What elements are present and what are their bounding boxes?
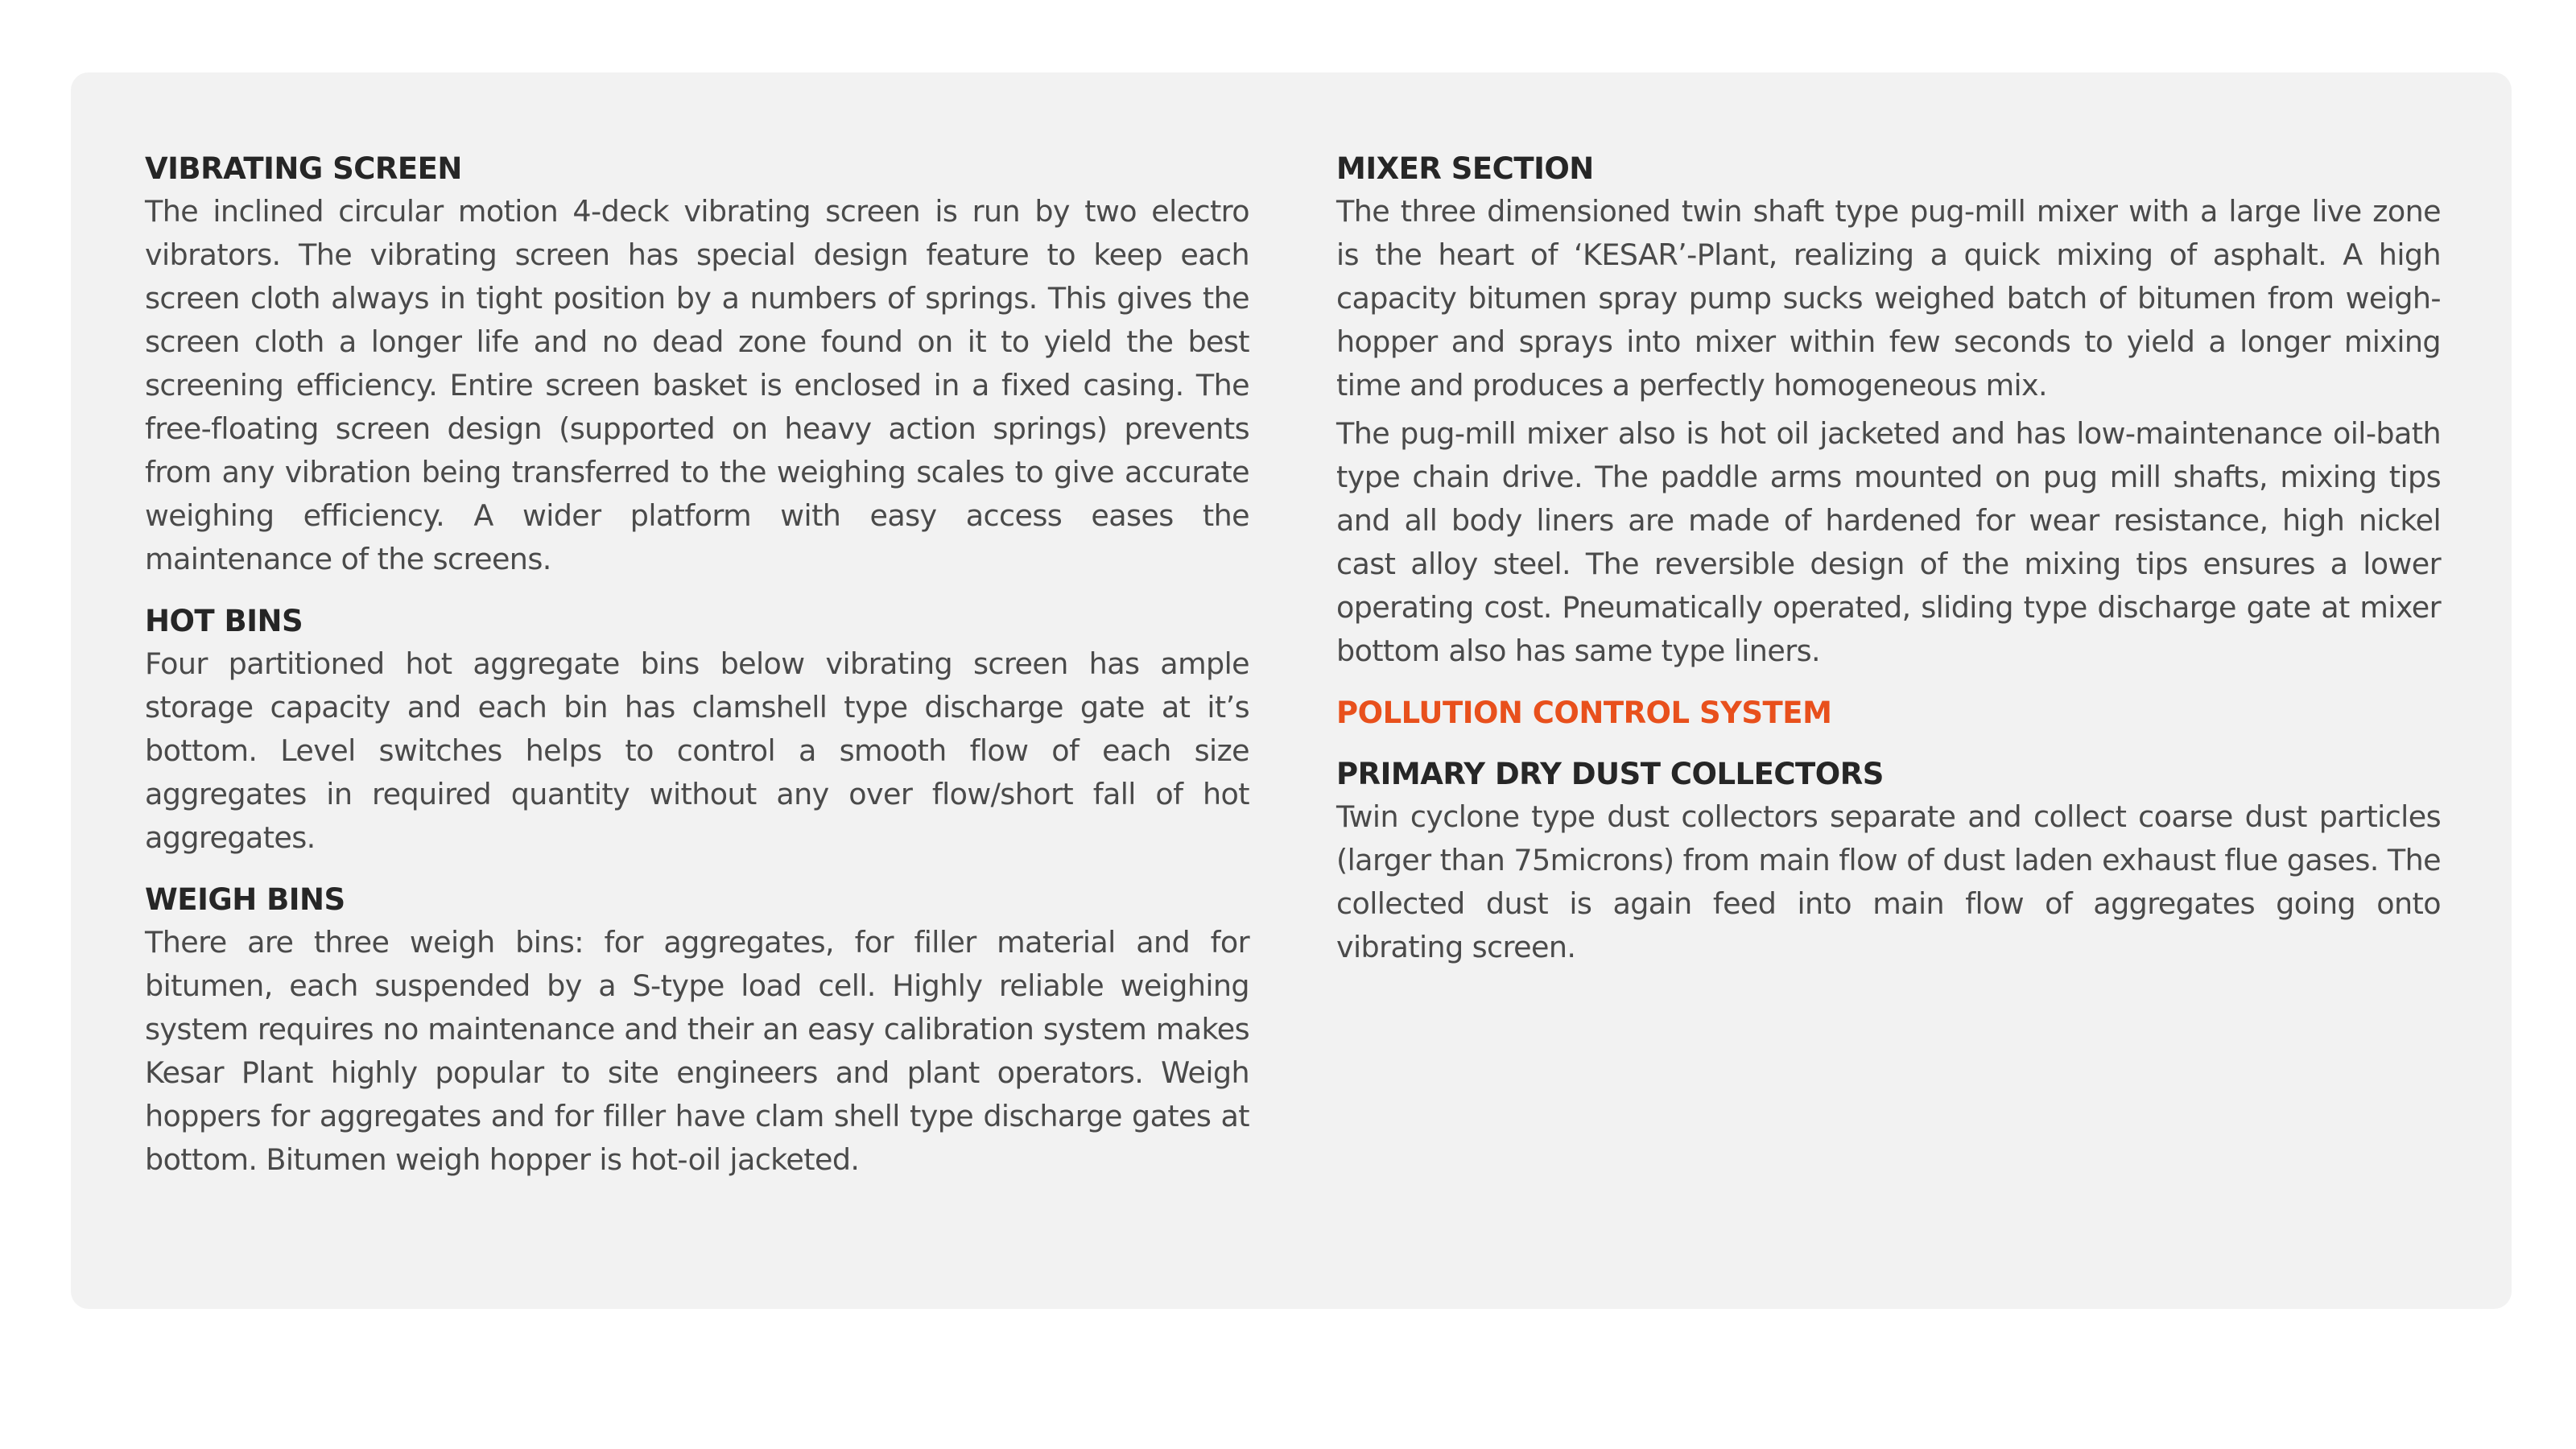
content-panel <box>71 72 2512 1309</box>
mixer-section-heading: MIXER SECTION <box>1336 151 1594 186</box>
weigh-bins-text: There are three weigh bins: for aggregates, for filler material and for bitumen, each suspended by a S-type load cell. Highly reliable weighing system requires no maintenance and their an easy calibration system makes Kesar Plant highly popular to site engineers and plant operators. Weigh hoppers for aggregates and for filler have clam shell type discharge gates at bottom. Bitumen weigh hopper is hot-oil jacketed. <box>145 925 1249 1177</box>
mixer-section-text-1: The three dimensioned twin shaft type pug-mill mixer with a large live zone is the heart of ‘KESAR’-Plant, realizing a quick mixing of asphalt. A high capacity bitumen spray pump sucks weighed batch of bitumen from weigh-hopper and sprays into mixer within few seconds to yield a longer mixing time and produces a perfectly homogeneous mix. <box>1336 194 2441 402</box>
hot-bins-heading: HOT BINS <box>145 604 303 638</box>
right-column <box>1336 148 2441 969</box>
dust-collectors-section <box>1336 753 2441 969</box>
hot-bins-text: Four partitioned hot aggregate bins below vibrating screen has ample storage capacity and each bin has clamshell type discharge gate at it’s bottom. Level switches helps to control a smooth flow of each size aggregates in required quantity without any over flow/short fall of hot aggregates. <box>145 646 1249 855</box>
pollution-control-section <box>1336 692 2441 734</box>
dust-collectors-heading: PRIMARY DRY DUST COLLECTORS <box>1336 757 1884 791</box>
mixer-section <box>1336 148 2441 673</box>
vibrating-screen-section <box>145 148 1249 581</box>
weigh-bins-section <box>145 879 1249 1182</box>
vibrating-screen-heading: VIBRATING SCREEN <box>145 151 462 186</box>
left-column <box>145 148 1249 1182</box>
weigh-bins-heading: WEIGH BINS <box>145 882 345 917</box>
hot-bins-section <box>145 601 1249 860</box>
dust-collectors-text: Twin cyclone type dust collectors separate and collect coarse dust particles (larger than 75microns) from main flow of dust laden exhaust flue gases. The collected dust is again feed into main flow of aggregates going onto vibrating screen. <box>1336 799 2441 964</box>
pollution-control-heading: POLLUTION CONTROL SYSTEM <box>1336 696 1832 730</box>
mixer-section-text-2: The pug-mill mixer also is hot oil jacketed and has low-maintenance oil-bath type chain drive. The paddle arms mounted on pug mill shafts, mixing tips and all body liners are made of hardened for wear resistance, high nickel cast alloy steel. The reversible design of the mixing tips ensures a lower operating cost. Pneumatically operated, sliding type discharge gate at mixer bottom also has same type liners. <box>1336 416 2441 668</box>
vibrating-screen-text: The inclined circular motion 4-deck vibrating screen is run by two electro vibrators. The vibrating screen has special design feature to keep each screen cloth always in tight position by a numbers of springs. This gives the screen cloth a longer life and no dead zone found on it to yield the best screening efficiency. Entire screen basket is enclosed in a fixed casing. The free-floating screen design (supported on heavy action springs) prevents from any vibration being transferred to the weighing scales to give accurate weighing efficiency. A wider platform with easy access eases the maintenance of the screens. <box>145 194 1249 576</box>
